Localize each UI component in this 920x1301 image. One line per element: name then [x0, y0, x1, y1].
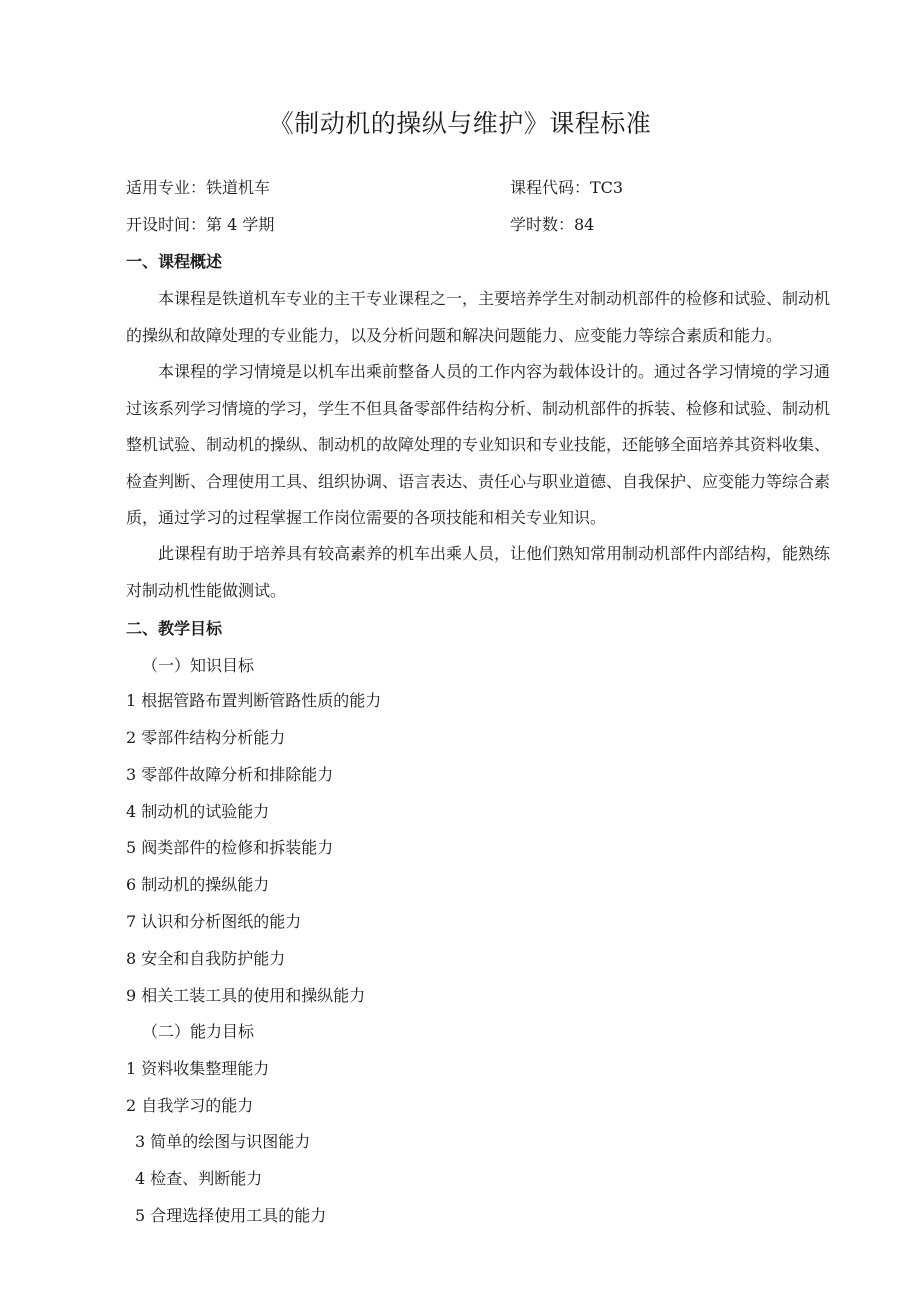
ability-item: 1 资料收集整理能力: [126, 1059, 270, 1078]
ability-item: 5 合理选择使用工具的能力: [135, 1206, 327, 1225]
knowledge-item: 5 阀类部件的检修和拆装能力: [126, 838, 334, 857]
section1-paragraph-1: 本课程是铁道机车专业的主干专业课程之一，主要培养学生对制动机部件的检修和试验、制动机的操纵和故障处理的专业能力，以及分析问题和解决问题能力、应变能力等综合素质和能力。: [126, 289, 831, 345]
ability-item: 2 自我学习的能力: [126, 1096, 254, 1115]
knowledge-item: 8 安全和自我防护能力: [126, 949, 286, 968]
meta-hours: 学时数：84: [510, 215, 595, 234]
ability-item: 3 简单的绘图与识图能力: [135, 1132, 311, 1151]
ability-goals-heading: （二）能力目标: [142, 1022, 255, 1041]
meta-major: 适用专业：铁道机车: [126, 178, 271, 197]
knowledge-item: 4 制动机的试验能力: [126, 802, 270, 821]
section1-heading: 一、课程概述: [126, 252, 223, 271]
section1-paragraph-2: 本课程的学习情境是以机车出乘前整备人员的工作内容为载体设计的。通过各学习情境的学习通过该系列学习情境的学习，学生不但具备零部件结构分析、制动机部件的拆装、检修和试验、制动机整机试验、制动机的操纵、制动机的故障处理的专业知识和专业技能，还能够全面培养其资料收集、检查判断、合理使用工具、组织协调、语言表达、责任心与职业道德、自我保护、应变能力等综合素质，通过学习的过程掌握工作岗位需要的各项技能和相关专业知识。: [126, 362, 831, 527]
knowledge-item: 3 零部件故障分析和排除能力: [126, 765, 334, 784]
knowledge-goals-heading: （一）知识目标: [142, 656, 255, 675]
knowledge-item: 1 根据管路布置判断管路性质的能力: [126, 691, 382, 710]
knowledge-item: 6 制动机的操纵能力: [126, 875, 270, 894]
knowledge-item: 7 认识和分析图纸的能力: [126, 912, 302, 931]
ability-item: 4 检查、判断能力: [135, 1169, 263, 1188]
knowledge-item: 9 相关工装工具的使用和操纵能力: [126, 986, 366, 1005]
section1-paragraph-3: 此课程有助于培养具有较高素养的机车出乘人员，让他们熟知常用制动机部件内部结构，能熟练对制动机性能做测试。: [126, 544, 831, 600]
knowledge-item: 2 零部件结构分析能力: [126, 728, 286, 747]
meta-term: 开设时间：第 4 学期: [126, 215, 275, 234]
meta-course-code: 课程代码：TC3: [510, 178, 624, 197]
document-title: 《制动机的操纵与维护》课程标准: [268, 109, 652, 138]
section2-heading: 二、教学目标: [126, 619, 223, 638]
